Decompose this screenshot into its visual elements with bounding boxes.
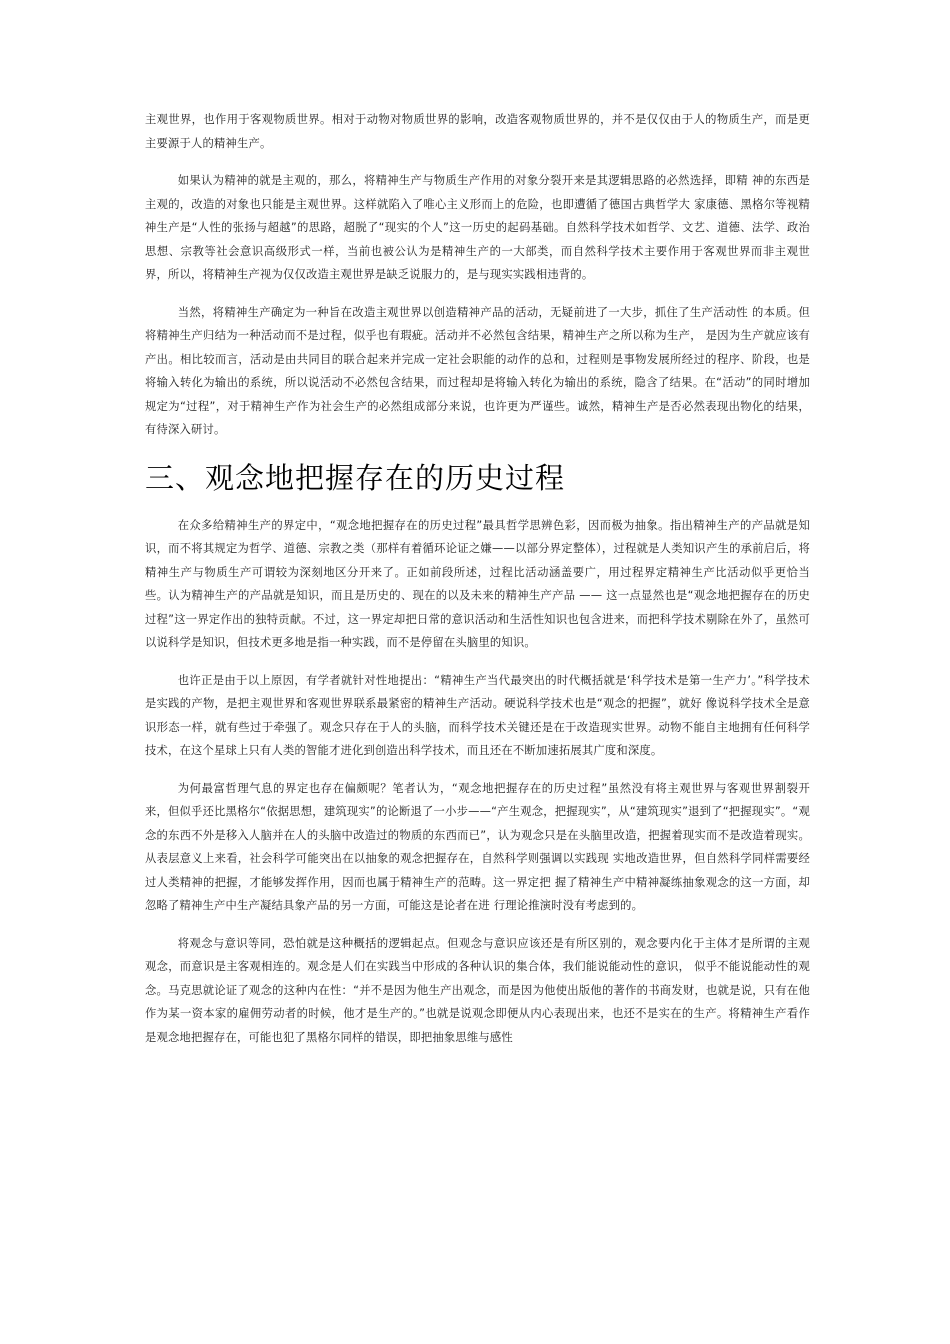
paragraph: 在众多给精神生产的界定中，“观念地把握存在的历史过程”最具哲学思辨色彩，因而极为抽象。指出精神生产的产品就是知识，而不将其规定为哲学、道德、宗教之类（那样有着循环论证之嫌——以部分界定整体），过程就是人类知识产生的承前启后，将精神生产与物质生产可谓较为深刻地区分开来了。正如前段所述，过程比活动涵盖要广，用过程界定精神生产比活动似乎更恰当些。认为精神生产的产品就是知识，而且是历史的、现在的以及未来的精神生产产品 —— 这一点显然也是“观念地把握存在的历史过程”这一界定作出的独特贡献。不过，这一界定却把日常的意识活动和生活性知识也包含进来，而把科学技术剔除在外了，虽然可以说科学是知识，但技术更多地是指一种实践，而不是停留在头脑里的知识。 — [145, 518, 810, 649]
paragraph: 为何最富哲理气息的界定也存在偏颇呢？笔者认为，“观念地把握存在的历史过程”虽然没有将主观世界与客观世界割裂开来，但似乎还比黑格尔“依据思想，建筑现实”的论断退了一小步——“产生观念，把握现实”，从“建筑现实”退到了“把握现实”。“观念的东西不外是移入人脑并在人的头脑中改造过的物质的东西而已”，认为观念只是在头脑里改造，把握着现实而不是改造着现实。从表层意义上来看，社会科学可能突出在以抽象的观念把握存在，自然科学则强调以实践现 实地改造世界，但自然科学同样需要经过人类精神的把握，才能够发挥作用，因而也属于精神生产的范畴。这一界定把 握了精神生产中精神凝练抽象观念的这一方面，却忽略了精神生产中生产凝结具象产品的另一方面，可能这是论者在进 行理论推演时没有考虑到的。 — [145, 781, 811, 912]
paragraph: 也许正是由于以上原因，有学者就针对性地提出：“精神生产当代最突出的时代概括就是‘科学技术是第一生产力’。”科学技术是实践的产物，是把主观世界和客观世界联系最紧密的精神生产活动。硬说科学技术也是“观念的把握”，就好 像说科学技术全是意识形态一样，就有些过于牵强了。观念只存在于人的头脑，而科学技术关键还是在于改造现实世界。动物不能自主地拥有任何科学技术，在这个星球上只有人类的智能才进化到创造出科学技术，而且还在不断加速拓展其广度和深度。 — [145, 673, 810, 757]
paragraph-continuation: 主观世界，也作用于客观物质世界。相对于动物对物质世界的影响，改造客观物质世界的，并不是仅仅由于人的物质生产，而是更主要源于人的精神生产。 — [145, 113, 810, 150]
paragraph: 如果认为精神的就是主观的，那么，将精神生产与物质生产作用的对象分裂开来是其逻辑思路的必然选择，即精 神的东西是主观的，改造的对象也只能是主观世界。这样就陷入了唯心主义形而上的危险，也即遭循了德国古典哲学大 家康德、黑格尔等视精神生产是“人性的张扬与超越”的思路，超脱了“现实的个人”这一历史的起码基础。自然科学技术如哲学、文艺、道德、法学、政治思想、宗教等社会意识高级形式一样，当前也被公认为是精神生产的一大部类，而自然科学技术主要作用于客观世界而非主观世界，所以，将精神生产视为仅仅改造主观世界是缺乏说服力的，是与现实实践相违背的。 — [145, 174, 810, 281]
paragraph: 将观念与意识等同，恐怕就是这种概括的逻辑起点。但观念与意识应该还是有所区别的，观念要内化于主体才是所谓的主观观念，而意识是主客观相连的。观念是人们在实践当中形成的各种认识的集合体，我们能说能动性的意识， 似乎不能说能动性的观念。马克思就论证了观念的这种内在性：“并不是因为他生产出观念，而是因为他使出版他的著作的书商发财，也就是说，只有在他作为某一资本家的雇佣劳动者的时候，他才是生产的。”也就是说观念即便从内心表现出来，也还不是实在的生产。将精神生产看作是观念地把握存在，可能也犯了黑格尔同样的错误，即把抽象思维与感性 — [145, 936, 810, 1044]
document-page — [145, 108, 810, 1063]
paragraph: 当然，将精神生产确定为一种旨在改造主观世界以创造精神产品的活动，无疑前进了一大步，抓住了生产活动性 的本质。但将精神生产归结为一种活动而不是过程，似乎也有瑕疵。活动并不必然包含结果，精神生产之所以称为生产， 是因为生产就应该有产出。相比较而言，活动是由共同目的联合起来并完成一定社会职能的动作的总和，过程则是事物发展所经过的程序、阶段，也是将输入转化为输出的系统，所以说活动不必然包含结果，而过程却是将输入转化为输出的系统，隐含了结果。在“活动”的同时增加规定为“过程”，对于精神生产作为社会生产的必然组成部分来说，也许更为严谨些。诚然，精神生产是否必然表现出物化的结果，有待深入研讨。 — [145, 305, 810, 436]
section-heading: 三、观念地把握存在的历史过程 — [145, 460, 566, 495]
